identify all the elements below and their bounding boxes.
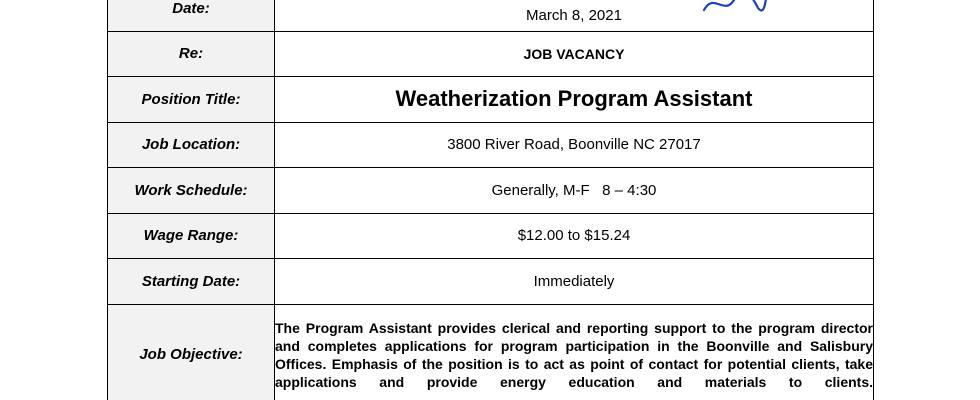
date-value [275,0,874,31]
date-text: March 8, 2021 [526,6,622,24]
job-details-table [107,0,874,400]
job-objective-row [108,304,874,400]
starting-date-label: Starting Date: [108,259,275,305]
position-title-row [108,77,874,123]
wage-range-label: Wage Range: [108,213,275,259]
job-location-value: 3800 River Road, Boonville NC 27017 [275,122,874,168]
job-location-row [108,122,874,168]
starting-date-row [108,259,874,305]
work-schedule-row [108,168,874,214]
position-title-label: Position Title: [108,77,275,123]
wage-range-value: $12.00 to $15.24 [275,213,874,259]
starting-date-value: Immediately [275,259,874,305]
job-objective-text: The Program Assistant provides clerical and reporting support to the program director and completes applications for program participation in the Boonville and Salisbury Offices. Emphasis of the position is to act as point of contact for potential clients, take applications and provide energy education and materials to clients. [275,304,874,400]
re-row [108,31,874,77]
work-schedule-value: Generally, M-F 8 – 4:30 [275,168,874,214]
work-schedule-label: Work Schedule: [108,168,275,214]
date-row [108,0,874,31]
position-title-value: Weatherization Program Assistant [275,77,874,123]
job-objective-label: Job Objective: [108,304,275,400]
date-label: Date: [108,0,275,31]
re-label: Re: [108,31,275,77]
job-location-label: Job Location: [108,122,275,168]
re-value: JOB VACANCY [275,31,874,77]
wage-range-row [108,213,874,259]
